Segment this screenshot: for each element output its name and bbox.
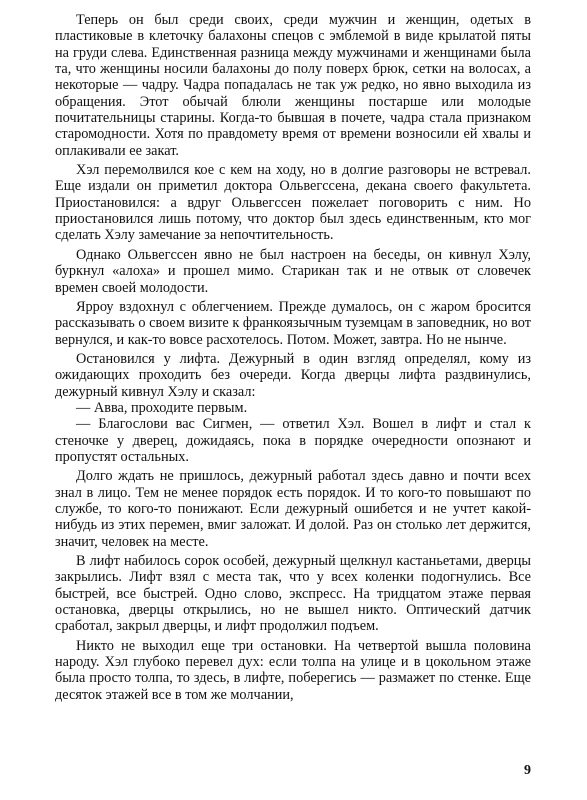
dialogue-line: — Авва, проходите первым. (76, 399, 248, 416)
page-number: 9 (524, 763, 531, 778)
dialogue-line: — Благослови вас Сигмен, — ответил Хэл. Вошел в лифт и стал к стеночке у дверец, дожидаясь, пока в порядке очередности опознают и пропустят остальных. (55, 416, 531, 465)
paragraph: Однако Ольвегссен явно не был настроен на беседы, он кивнул Хэлу, буркнул «алоха» и прошел мимо. Старикан так и не отвык от словечек времен своей молодости. (55, 246, 531, 296)
paragraph: Долго ждать не пришлось, дежурный работал здесь давно и почти всех знал в лицо. Тем не менее порядок есть порядок. И то кого-то повышают по службе, то кого-то понижают. Если дежурный ошибется и не учтет какой-нибудь из этих перемен, вмиг заложат. И долой. Раз он столько лет держится, значит, человек на месте. (55, 468, 531, 550)
paragraph: Ярроу вздохнул с облегчением. Прежде думалось, он с жаром бросится рассказывать о своем визите к франкоязычным туземцам в заповедник, но вот вернулся, и как-то вовсе расхотелось. Потом. Может, завтра. Но не нынче. (55, 298, 531, 348)
paragraph: Остановился у лифта. Дежурный в один взгляд определял, кому из ожидающих проходить без очереди. Когда дверцы лифта раздвинулись, дежурный кивнул Хэлу и сказал: (55, 350, 531, 400)
paragraph: В лифт набилось сорок особей, дежурный щелкнул кастаньетами, дверцы закрылись. Лифт взял с места так, что у всех коленки подогнулись. Все быстрей, все быстрей. Одно слово, экспресс. На тридцатом этаже первая остановка, дверцы открылись, но не вышел никто. Оптический датчик сработал, закрыл дверцы, и лифт продолжил подъем. (55, 553, 531, 635)
page-text-body (55, 12, 531, 706)
paragraph: Теперь он был среди своих, среди мужчин и женщин, одетых в пластиковые в клеточку балахоны спецов с эмблемой в виде крылатой пяты на груди слева. Единственная разница между мужчинами и женщинами была та, что женщины носили балахоны до полу поверх брюк, сетки на волосах, а некоторые — чадру. Чадра попадалась не так уж редко, но явно выходила из обращения. Этот обычай блюли женщины постарше или молодые почитательницы старины. Когда-то бывшая в почете, чадра стала признаком старомодности. Хотя по правдомету время от времени возносили ей хвалы и оплакивали ее закат. (55, 12, 531, 159)
paragraph: Никто не выходил еще три остановки. На четвертой вышла половина народу. Хэл глубоко перевел дух: если толпа на улице и в цокольном этаже была просто толпа, то здесь, в лифте, поберегись — размажет по стенке. Еще десяток этажей все в том же молчании, (55, 637, 531, 703)
paragraph: Хэл перемолвился кое с кем на ходу, но в долгие разговоры не встревал. Еще издали он приметил доктора Ольвегссена, декана своего факультета. Приостановился: а вдруг Ольвегссен пожелает поговорить с ним. Но приостановился лишь потому, что доктор был здесь единственным, кто мог сделать Хэлу замечание за непочтительность. (55, 162, 531, 244)
